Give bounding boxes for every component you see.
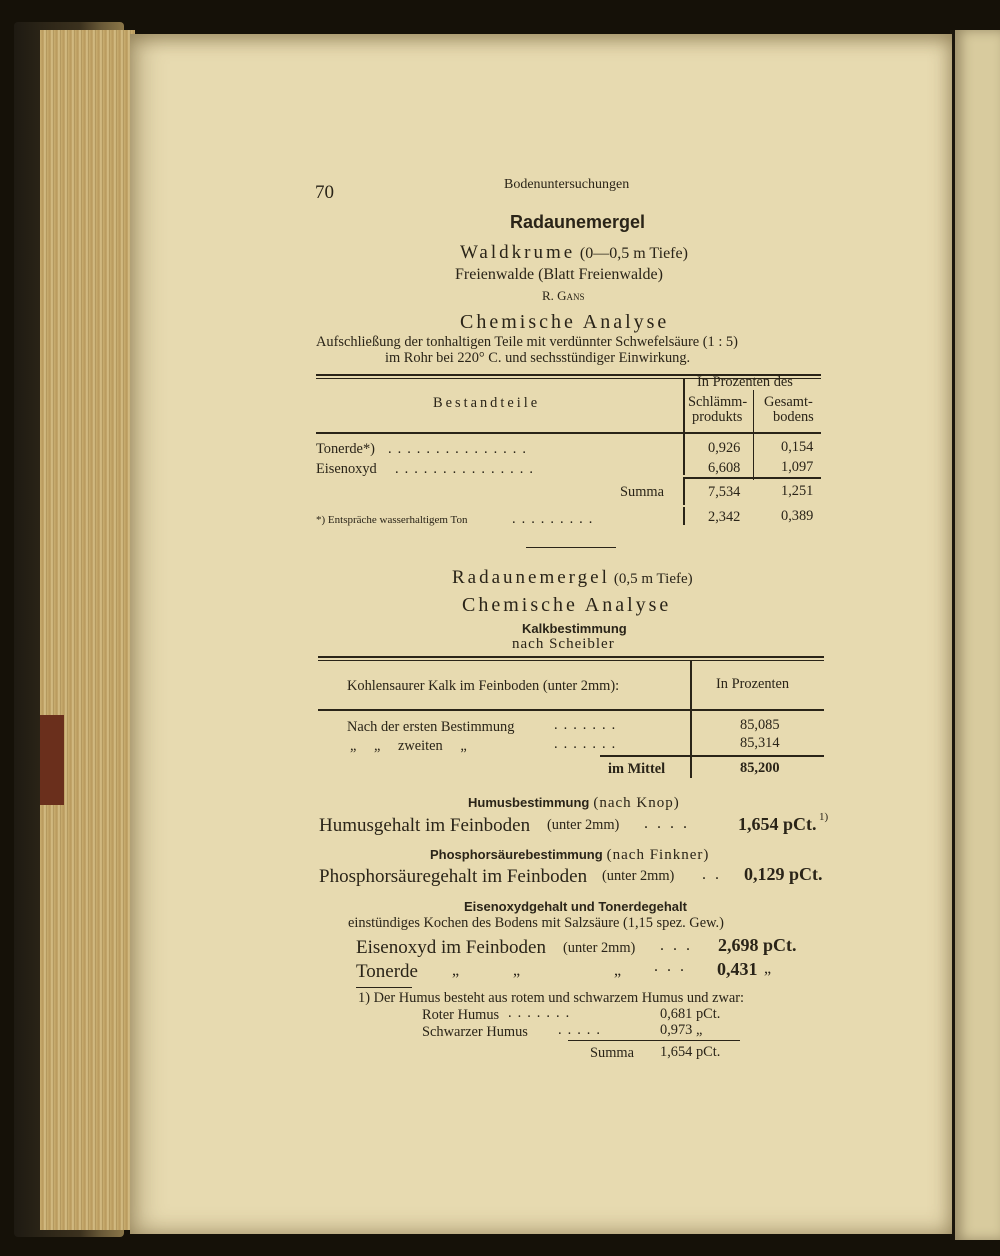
table1-vline-inner (753, 390, 754, 480)
table1-vline-main-2 (683, 507, 685, 525)
table1-row2-label: Eisenoxyd (316, 461, 377, 477)
table2-row1-dots: ....... (554, 717, 622, 733)
table1-col-b: Gesamt- (764, 394, 813, 410)
section2-title: Radaunemergel (452, 567, 610, 588)
table2-col-left: Kohlensaurer Kalk im Feinboden (unter 2mm): (347, 678, 620, 694)
footnote-sum-value: 1,654 pCt. (660, 1044, 721, 1060)
phosphor-dots: .. (702, 866, 728, 883)
phosphor-line: Phosphorsäuregehalt im Feinboden (319, 866, 588, 887)
humus-method: (nach Knop) (593, 795, 680, 811)
footnote-row2-dots: ..... (558, 1022, 606, 1038)
table1-row1-a: 0,926 (708, 440, 741, 456)
table2-top-rule-thin (318, 660, 824, 661)
table1-header-rule (316, 432, 821, 434)
table1-footnote-dots: ......... (512, 511, 599, 527)
iron-unit1: (unter 2mm) (563, 940, 636, 956)
table2-col-right: In Prozenten (716, 676, 790, 692)
table1-sum-label: Summa (620, 484, 664, 500)
iron-value1: 2,698 pCt. (718, 935, 797, 955)
table1-col-a2: produkts (692, 409, 743, 425)
table1-group-rule (685, 391, 821, 392)
table2-row1-label: Nach der ersten Bestimmung (347, 719, 515, 735)
humus-heading (468, 794, 680, 812)
phosphor-value: 0,129 pCt. (744, 864, 823, 884)
table2-mean-label: im Mittel (608, 761, 666, 777)
book-page (130, 34, 952, 1234)
humus-footnote-ref: 1) (819, 811, 829, 823)
footnote-rule (356, 987, 412, 988)
phosphor-unit: (unter 2mm) (602, 868, 675, 884)
table1-row1-dots: ............... (388, 441, 532, 457)
phosphor-heading (430, 846, 709, 864)
footnote-row2-value: 0,973 „ (660, 1022, 703, 1038)
table2-top-rule (318, 656, 824, 658)
table1-col-group: In Prozenten des (697, 374, 793, 390)
section1-location: Freienwalde (Blatt Freienwalde) (455, 266, 663, 283)
table2-mean-rule (600, 755, 824, 757)
facing-page (955, 30, 1000, 1240)
section-divider (526, 547, 616, 548)
humus-title: Humusbestimmung (468, 795, 590, 810)
footnote-row2-label: Schwarzer Humus (422, 1024, 528, 1040)
section2-heading (452, 567, 693, 589)
iron-dots2: ... (654, 958, 693, 975)
table1-sum-a: 7,534 (708, 484, 741, 500)
section1-method-line1: Aufschließung der tonhaltigen Teile mit verdünnter Schwefelsäure (1 : 5) (316, 334, 738, 350)
table2-row2-dots: ....... (554, 736, 622, 752)
footnote-sum-label: Summa (590, 1045, 634, 1061)
humus-value: 1,654 pCt. (738, 814, 817, 834)
iron-title: Eisenoxydgehalt und Tonerdegehalt (464, 899, 687, 914)
section1-title: Radaunemergel (510, 212, 646, 232)
table1-row1-b: 0,154 (781, 439, 814, 455)
section2-analysis-title: Chemische Analyse (462, 594, 672, 616)
table1-sum-rule (685, 477, 821, 479)
table1-col-constituents: Bestandteile (433, 395, 541, 411)
running-title: Bodenuntersuchungen (504, 177, 630, 192)
iron-value2: 0,431 (717, 959, 758, 979)
table1-footnote-a: 2,342 (708, 509, 741, 525)
footnote-intro: 1) Der Humus besteht aus rotem und schwarzem Humus und zwar: (358, 990, 745, 1006)
iron-dots1: ... (660, 937, 699, 954)
subtitle-depth: (0—0,5 m Tiefe) (579, 245, 688, 262)
table1-footnote-b: 0,389 (781, 508, 814, 524)
table2-vline (690, 661, 692, 778)
section1-author: R. Gans (542, 288, 585, 303)
table1-col-b2: bodens (773, 409, 814, 425)
page-edges (40, 30, 135, 1230)
table1-row2-b: 1,097 (781, 459, 814, 475)
iron-ditto3: „ (614, 962, 622, 979)
footnote-row1-label: Roter Humus (422, 1007, 500, 1023)
phosphor-method: (nach Finkner) (606, 847, 710, 863)
table1-row2-dots: ............... (395, 461, 539, 477)
iron-method: einstündiges Kochen des Bodens mit Salzsäure (1,15 spez. Gew.) (348, 915, 724, 931)
footnote-row1-value: 0,681 pCt. (660, 1006, 721, 1022)
kalk-method: nach Scheibler (512, 636, 615, 652)
iron-ditto2: „ (513, 962, 521, 979)
iron-ditto1: „ (452, 962, 460, 979)
table2-row2-value: 85,314 (740, 735, 780, 751)
iron-line1: Eisenoxyd im Feinboden (356, 937, 546, 958)
section1-method-line2: im Rohr bei 220° C. und sechsstündiger Einwirkung. (385, 350, 691, 366)
kalk-title: Kalkbestimmung (522, 621, 627, 636)
table2-mean-value: 85,200 (740, 760, 780, 776)
table2-header-rule (318, 709, 824, 711)
table1-footnote: *) Entspräche wasserhaltigem Ton (316, 514, 468, 526)
humus-line: Humusgehalt im Feinboden (319, 815, 531, 836)
table2-row2-label: „ „ zweiten „ (350, 738, 467, 754)
iron-value2-ditto: „ (764, 960, 772, 977)
page-number: 70 (315, 182, 334, 203)
iron-line2: Tonerde (356, 961, 418, 982)
footnote-sum-rule (568, 1040, 740, 1041)
table2-row1-value: 85,085 (740, 717, 780, 733)
bookmark-tab (40, 715, 64, 805)
humus-unit: (unter 2mm) (547, 817, 620, 833)
table1-vline-sum (683, 477, 685, 505)
section1-analysis-title: Chemische Analyse (460, 311, 670, 333)
table1-sum-b: 1,251 (781, 483, 814, 499)
section1-subtitle (460, 242, 688, 264)
footnote-row1-dots: ....... (508, 1005, 576, 1021)
table1-vline-main (683, 379, 685, 475)
subtitle-main: Waldkrume (460, 242, 576, 263)
section2-depth: (0,5 m Tiefe) (613, 571, 693, 587)
table1-row2-a: 6,608 (708, 460, 741, 476)
phosphor-title: Phosphorsäurebestimmung (430, 847, 603, 862)
humus-dots: .... (644, 815, 696, 832)
table1-col-a: Schlämm- (688, 394, 748, 410)
table1-row1-label: Tonerde*) (316, 441, 375, 457)
